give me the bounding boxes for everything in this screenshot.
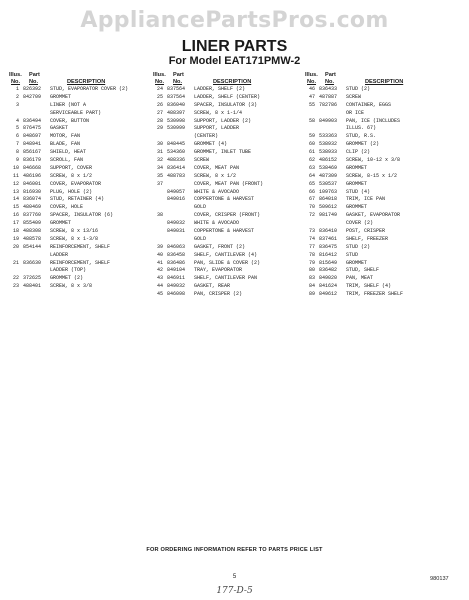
parts-row <box>303 292 463 300</box>
part-description: STUD, EVAPORATOR COVER (2) <box>50 86 129 92</box>
header-no: No. <box>11 79 21 85</box>
handwritten-note: 177-D-5 <box>216 586 253 596</box>
part-number: 372625 <box>23 275 42 282</box>
header-illus: Illus. <box>9 72 22 78</box>
part-description: GROMMET <box>346 164 368 171</box>
part-number: 836433 <box>319 86 338 92</box>
part-description: GOLD <box>194 235 207 242</box>
part-description: COPPERTONE & HARVEST <box>194 196 255 203</box>
illus-number: 18 <box>12 228 19 235</box>
header-part: Part <box>173 72 184 78</box>
part-number: 849031 <box>167 228 186 235</box>
part-number: 109763 <box>319 188 338 195</box>
part-number: 836494 <box>23 117 42 124</box>
part-number: 837461 <box>319 235 338 242</box>
part-number: 836074 <box>23 196 42 203</box>
illus-number: 14 <box>12 196 19 203</box>
part-number: 846911 <box>167 275 186 282</box>
illus-number: 46 <box>308 86 315 92</box>
illus-number: 20 <box>12 243 19 250</box>
part-description: BLADE, FAN <box>50 141 81 148</box>
part-description: GASKET <box>50 125 69 132</box>
part-description: TRIM, FREEZER SHELF <box>346 291 404 298</box>
part-description: SUPPORT, LADDER <box>194 125 240 132</box>
part-description: LADDER <box>50 251 69 258</box>
part-description: SCREW, 8 x 1/2 <box>194 172 237 179</box>
illus-number: 34 <box>156 164 163 171</box>
part-description: POST, CRISPER <box>346 228 386 235</box>
header-description: DESCRIPTION <box>213 79 252 85</box>
illus-number: 70 <box>308 204 315 211</box>
part-number: 486152 <box>319 157 338 164</box>
part-description: (CENTER) <box>194 133 219 140</box>
part-number: 837760 <box>23 212 42 219</box>
part-description: SERVICEABLE PART) <box>50 109 102 116</box>
part-description: SCREW <box>194 157 210 164</box>
part-number: 534360 <box>167 149 186 156</box>
illus-number: 3 <box>15 101 19 108</box>
parts-row <box>303 213 463 221</box>
part-number: 836414 <box>167 164 186 171</box>
illus-number: 43 <box>156 275 163 282</box>
column-header-2 <box>153 72 283 86</box>
illus-number: 12 <box>12 180 19 187</box>
part-number: 538469 <box>319 164 338 171</box>
illus-number: 39 <box>156 243 163 250</box>
illus-number: 26 <box>156 101 163 108</box>
part-description: WHITE & AVOCADO <box>194 220 240 227</box>
illus-number: 22 <box>12 275 19 282</box>
illus-number: 2 <box>15 93 19 100</box>
illus-number: 74 <box>308 235 315 242</box>
part-number: 849020 <box>319 275 338 282</box>
part-description: SUPPORT, LADDER (2) <box>194 117 252 124</box>
part-number: 837564 <box>167 86 186 92</box>
part-description: GROMMET (4) <box>194 141 228 148</box>
part-description: SHELF, CANTILEVER PAN <box>194 275 258 282</box>
part-description: GROMMET (2) <box>50 275 84 282</box>
illus-number: 41 <box>156 259 163 266</box>
parts-row <box>7 284 147 292</box>
part-description: STUD, RETAINER (4) <box>50 196 105 203</box>
part-description: COPPERTONE & HARVEST <box>194 228 255 235</box>
parts-row <box>303 103 463 111</box>
page-subtitle: For Model EAT171PMW-2 <box>168 55 301 67</box>
illus-number: 8 <box>15 149 19 156</box>
part-description: GROMMET, INLET TUBE <box>194 149 252 156</box>
part-number: 836179 <box>23 157 42 164</box>
illus-number: 44 <box>156 283 163 290</box>
parts-row <box>151 197 301 205</box>
part-description: GROMMET <box>50 220 72 227</box>
part-number: 782786 <box>319 101 338 108</box>
illus-number: 32 <box>156 157 163 164</box>
part-number: 836630 <box>23 259 42 266</box>
header-illus: Illus. <box>305 72 318 78</box>
part-description: CLIP (2) <box>346 149 371 156</box>
part-description: COVER, BUTTON <box>50 117 90 124</box>
part-description: SUPPORT, COVER <box>50 164 93 171</box>
part-description: COVER (2) <box>346 220 374 227</box>
illus-number: 29 <box>156 125 163 132</box>
part-number: 846098 <box>167 291 186 298</box>
illus-number: 21 <box>12 259 19 266</box>
header-description: DESCRIPTION <box>365 79 404 85</box>
part-number: 836040 <box>167 101 186 108</box>
illus-number: 17 <box>12 220 19 227</box>
part-number: 848941 <box>23 141 42 148</box>
part-description: STUD (2) <box>346 86 371 92</box>
illus-number: 37 <box>156 180 163 187</box>
part-number: 816930 <box>23 188 42 195</box>
column-header-1 <box>9 72 139 86</box>
part-number: 530999 <box>167 125 186 132</box>
part-description: TRIM, ICE PAN <box>346 196 386 203</box>
illus-number: 67 <box>308 196 315 203</box>
part-description: ILLUS. 67) <box>346 125 377 132</box>
illus-number: 23 <box>12 283 19 290</box>
parts-row <box>151 292 301 300</box>
illus-number: 58 <box>308 117 315 124</box>
part-number: 816412 <box>319 251 338 258</box>
part-description: REINFORCEMENT, SHELF <box>50 259 111 266</box>
part-description: LADDER, SHELF (CENTER) <box>194 93 261 100</box>
illus-number: 72 <box>308 212 315 219</box>
parts-column-3 <box>303 87 463 300</box>
part-description: SHIELD, HEAT <box>50 149 87 156</box>
illus-number: 59 <box>308 133 315 140</box>
illus-number: 60 <box>308 141 315 148</box>
part-description: SCREW, 8 x 1/2 <box>50 172 93 179</box>
illus-number: 66 <box>308 188 315 195</box>
part-description: TRIM, SHELF (4) <box>346 283 392 290</box>
header-part-no: No. <box>325 79 335 85</box>
part-number: 488783 <box>167 172 186 179</box>
illus-number: 55 <box>308 101 315 108</box>
part-number: 849032 <box>167 220 186 227</box>
part-number: 487309 <box>319 172 338 179</box>
illus-number: 11 <box>12 172 19 179</box>
part-number: 876475 <box>23 125 42 132</box>
header-no: No. <box>307 79 317 85</box>
illus-number: 27 <box>156 109 163 116</box>
part-description: WHITE & AVOCADO <box>194 188 240 195</box>
part-number: 487887 <box>319 93 338 100</box>
part-description: SCREW, 8-15 x 1/2 <box>346 172 398 179</box>
illus-number: 77 <box>308 243 315 250</box>
part-description: SPACER, INSULATOR (6) <box>50 212 114 219</box>
parts-row <box>151 126 301 134</box>
part-description: SCREW, 8 x 13/16 <box>50 228 99 235</box>
part-description: GROMMET <box>50 93 72 100</box>
part-description: GROMMET <box>346 204 368 211</box>
header-no: No. <box>155 79 165 85</box>
page-title: LINER PARTS <box>181 38 288 55</box>
part-description: PAN, CRISPER (2) <box>194 291 243 298</box>
part-description: GASKET, REAR <box>194 283 231 290</box>
part-number: 848445 <box>167 141 186 148</box>
illus-number: 40 <box>156 251 163 258</box>
part-description: OR ICE <box>346 109 365 116</box>
part-number: 849016 <box>167 196 186 203</box>
illus-number: 19 <box>12 235 19 242</box>
illus-number: 6 <box>15 133 19 140</box>
column-header-3 <box>305 72 455 86</box>
illus-number: 7 <box>15 141 19 148</box>
part-number: 849104 <box>167 267 186 274</box>
part-number: 488308 <box>23 228 42 235</box>
illus-number: 42 <box>156 267 163 274</box>
header-part: Part <box>29 72 40 78</box>
part-description: PAN, MEAT <box>346 275 374 282</box>
part-description: SPACER, INSULATOR (3) <box>194 101 258 108</box>
part-description: COVER, EVAPORATOR <box>50 180 102 187</box>
part-number: 836475 <box>319 243 338 250</box>
part-number: 841624 <box>319 283 338 290</box>
ordering-footer: FOR ORDERING INFORMATION REFER TO PARTS PRICE LIST <box>146 547 323 553</box>
parts-column-1 <box>7 87 147 292</box>
illus-number: 9 <box>15 157 19 164</box>
part-description: SCREW <box>346 93 362 100</box>
illus-number: 78 <box>308 251 315 258</box>
part-description: STUD <box>346 251 359 258</box>
part-description: PAN, SLIDE & COVER (2) <box>194 259 261 266</box>
header-description: DESCRIPTION <box>67 79 106 85</box>
part-number: 480469 <box>23 204 42 211</box>
part-number: 488578 <box>23 235 42 242</box>
part-number: 533363 <box>319 133 338 140</box>
part-number: 855409 <box>23 220 42 227</box>
part-description: STUD (2) <box>346 243 371 250</box>
part-description: GASKET, FRONT (2) <box>194 243 246 250</box>
parts-column-2 <box>151 87 301 300</box>
illus-number: 89 <box>308 291 315 298</box>
part-number: 836482 <box>319 267 338 274</box>
part-number: 981749 <box>319 212 338 219</box>
part-number: 846063 <box>167 243 186 250</box>
illus-number: 1 <box>15 86 19 92</box>
part-description: LADDER, SHELF (2) <box>194 86 246 92</box>
illus-number: 80 <box>308 267 315 274</box>
part-description: TRAY, EVAPORATOR <box>194 267 243 274</box>
document-code: 980137 <box>430 576 449 582</box>
part-description: COVER, MEAT PAN <box>194 164 240 171</box>
illus-number: 15 <box>12 204 19 211</box>
illus-number: 38 <box>156 212 163 219</box>
part-number: 538933 <box>319 149 338 156</box>
part-description: SHELF, CANTILEVER (4) <box>194 251 258 258</box>
part-description: COVER, MEAT PAN (FRONT) <box>194 180 264 187</box>
part-description: STUD, R.S. <box>346 133 377 140</box>
part-number: 530537 <box>319 180 338 187</box>
part-number: 538932 <box>319 141 338 148</box>
part-description: PAN, ICE (INCLUDES <box>346 117 401 124</box>
part-number: 849903 <box>319 117 338 124</box>
part-number: 854144 <box>23 243 42 250</box>
header-part: Part <box>325 72 336 78</box>
part-number: 848697 <box>23 133 42 140</box>
illus-number: 62 <box>308 157 315 164</box>
part-description: REINFORCEMENT, SHELF <box>50 243 111 250</box>
part-description: CONTAINER, EGGS <box>346 101 392 108</box>
illus-number: 45 <box>156 291 163 298</box>
part-number: 509612 <box>319 204 338 211</box>
illus-number: 25 <box>156 93 163 100</box>
illus-number: 65 <box>308 180 315 187</box>
illus-number: 30 <box>156 141 163 148</box>
part-description: PLUG, HOLE (2) <box>50 188 93 195</box>
illus-number: 13 <box>12 188 19 195</box>
part-description: GROMMET <box>346 180 368 187</box>
illus-number: 63 <box>308 164 315 171</box>
part-description: LINER (NOT A <box>50 101 87 108</box>
part-description: SCREW, 8 x 1-1/4 <box>194 109 243 116</box>
parts-row <box>7 245 147 253</box>
parts-row <box>151 229 301 237</box>
part-number: 856167 <box>23 149 42 156</box>
part-number: 849057 <box>167 188 186 195</box>
illus-number: 10 <box>12 164 19 171</box>
part-description: STUD, SHELF <box>346 267 380 274</box>
part-description: GROMMET (2) <box>346 141 380 148</box>
part-number: 486196 <box>23 172 42 179</box>
part-number: 488397 <box>167 109 186 116</box>
part-number: 837564 <box>167 93 186 100</box>
illus-number: 64 <box>308 172 315 179</box>
illus-number: 84 <box>308 283 315 290</box>
part-number: 842709 <box>23 93 42 100</box>
parts-row <box>303 119 463 127</box>
part-description: GASKET, EVAPORATOR <box>346 212 401 219</box>
illus-number: 35 <box>156 172 163 179</box>
illus-number: 73 <box>308 228 315 235</box>
part-description: SCROLL, FAN <box>50 157 84 164</box>
page-number: 5 <box>232 574 237 580</box>
part-number: 488401 <box>23 283 42 290</box>
part-description: GROMMET <box>346 259 368 266</box>
part-description: SHELF, FREEZER <box>346 235 389 242</box>
part-number: 846668 <box>23 164 42 171</box>
illus-number: 4 <box>15 117 19 124</box>
illus-number: 83 <box>308 275 315 282</box>
part-description: COVER, HOLE <box>50 204 84 211</box>
part-description: GOLD <box>194 204 207 211</box>
part-number: 530998 <box>167 117 186 124</box>
part-number: 836410 <box>319 228 338 235</box>
part-number: 826392 <box>23 86 42 92</box>
header-illus: Illus. <box>153 72 166 78</box>
header-part-no: No. <box>29 79 39 85</box>
part-number: 849032 <box>167 283 186 290</box>
illus-number: 79 <box>308 259 315 266</box>
illus-number: 16 <box>12 212 19 219</box>
header-part-no: No. <box>173 79 183 85</box>
part-description: LADDER (TOP) <box>50 267 87 274</box>
part-number: 836458 <box>167 251 186 258</box>
part-number: 849612 <box>319 291 338 298</box>
part-number: 836486 <box>167 259 186 266</box>
part-description: STUD (4) <box>346 188 371 195</box>
illus-number: 28 <box>156 117 163 124</box>
part-number: 488336 <box>167 157 186 164</box>
part-description: COVER, CRISPER (FRONT) <box>194 212 261 219</box>
part-description: SCREW, 8 x 3/8 <box>50 283 93 290</box>
illus-number: 31 <box>156 149 163 156</box>
part-number: 864018 <box>319 196 338 203</box>
illus-number: 5 <box>15 125 19 132</box>
watermark: AppliancePartsPros.com <box>80 8 389 33</box>
illus-number: 24 <box>156 86 163 92</box>
part-description: SCREW, 10-12 x 3/8 <box>346 157 401 164</box>
part-description: MOTOR, FAN <box>50 133 81 140</box>
part-number: 846001 <box>23 180 42 187</box>
part-description: SCREW, 8 x 1-3/8 <box>50 235 99 242</box>
illus-number: 61 <box>308 149 315 156</box>
part-number: 815649 <box>319 259 338 266</box>
illus-number: 47 <box>308 93 315 100</box>
